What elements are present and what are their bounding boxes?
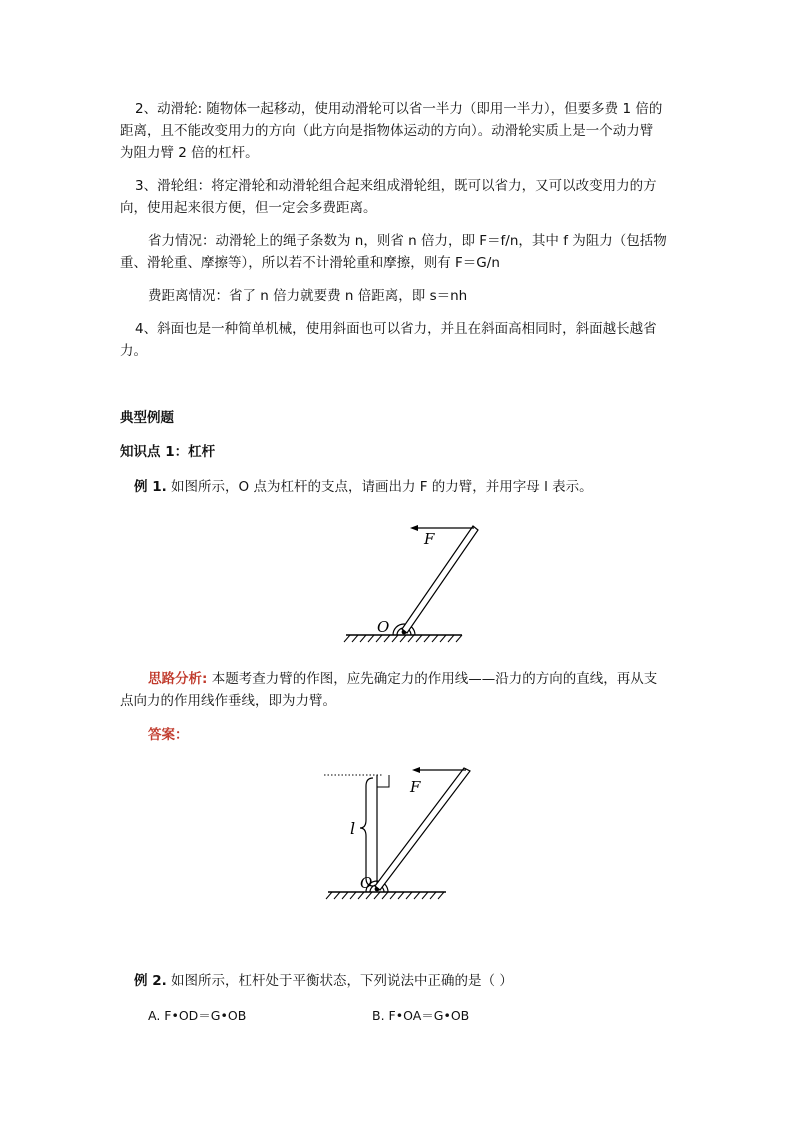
example2-option-b: B. F•OA＝G•OB xyxy=(372,1008,470,1023)
force-label: F xyxy=(424,530,435,548)
analysis-line1 xyxy=(148,668,657,690)
example2-label: 例 2. xyxy=(134,973,167,989)
right-angle-mark xyxy=(377,775,389,787)
paragraph-movable-pulley-line3: 为阻力臂 2 倍的杠杆。 xyxy=(120,145,259,161)
force-label: F xyxy=(410,778,421,796)
paragraph-force-saving-line2: 重、滑轮重、摩擦等），所以若不计滑轮重和摩擦，则有 F＝G/n xyxy=(120,255,500,271)
example2-option-a: A. F•OD＝G•OB xyxy=(148,1008,247,1023)
pivot-label: O xyxy=(377,618,390,636)
knowledge-point-title: 知识点 1：杠杆 xyxy=(120,444,216,460)
arm-label: l xyxy=(350,819,356,838)
answer-figure xyxy=(320,766,480,906)
paragraph-pulley-block-line1: 3、滑轮组：将定滑轮和动滑轮组合起来组成滑轮组，既可以省力，又可以改变用力的方 xyxy=(135,178,657,194)
paragraph-movable-pulley-line2: 距离，且不能改变用力的方向（此方向是指物体运动的方向）。动滑轮实质上是一个动力臂 xyxy=(120,123,654,139)
paragraph-pulley-block-line2: 向，使用起来很方便，但一定会多费距离。 xyxy=(120,200,377,216)
section-title: 典型例题 xyxy=(120,410,174,426)
example1-figure xyxy=(340,516,480,646)
example1-text: 如图所示，O 点为杠杆的支点，请画出力 F 的力臂，并用字母 l 表示。 xyxy=(166,479,593,495)
analysis-line2: 点向力的作用线作垂线，即为力臂。 xyxy=(120,693,336,709)
force-arrowhead xyxy=(412,767,420,773)
lever-bar xyxy=(402,526,478,633)
example1-question xyxy=(134,476,593,498)
paragraph-incline-line2: 力。 xyxy=(120,343,147,359)
pivot-label: O xyxy=(360,874,373,892)
analysis-text: 本题考查力臂的作图，应先确定力的作用线——沿力的方向的直线，再从支 xyxy=(207,671,658,687)
force-arrowhead xyxy=(410,525,418,531)
example1-label: 例 1. xyxy=(134,479,167,495)
answer-label: 答案： xyxy=(148,727,189,743)
ground-hatching xyxy=(326,892,444,899)
paragraph-distance-cost: 费距离情况：省了 n 倍力就要费 n 倍距离，即 s＝nh xyxy=(148,288,468,304)
analysis-label: 思路分析: xyxy=(148,671,208,687)
paragraph-force-saving-line1: 省力情况：动滑轮上的绳子条数为 n，则省 n 倍力，即 F＝f/n，其中 f 为阻力（包括物 xyxy=(148,233,667,249)
ground-hatching xyxy=(344,635,462,642)
arm-brace xyxy=(360,778,373,886)
example2-text: 如图所示，杠杆处于平衡状态，下列说法中正确的是（ ） xyxy=(166,973,513,989)
example2-question xyxy=(134,970,513,992)
paragraph-incline-line1: 4、斜面也是一种简单机械，使用斜面也可以省力，并且在斜面高相同时，斜面越长越省 xyxy=(135,321,657,337)
paragraph-movable-pulley-line1: 2、动滑轮: 随物体一起移动，使用动滑轮可以省一半力（即用一半力），但要多费 1 倍的 xyxy=(135,101,663,117)
